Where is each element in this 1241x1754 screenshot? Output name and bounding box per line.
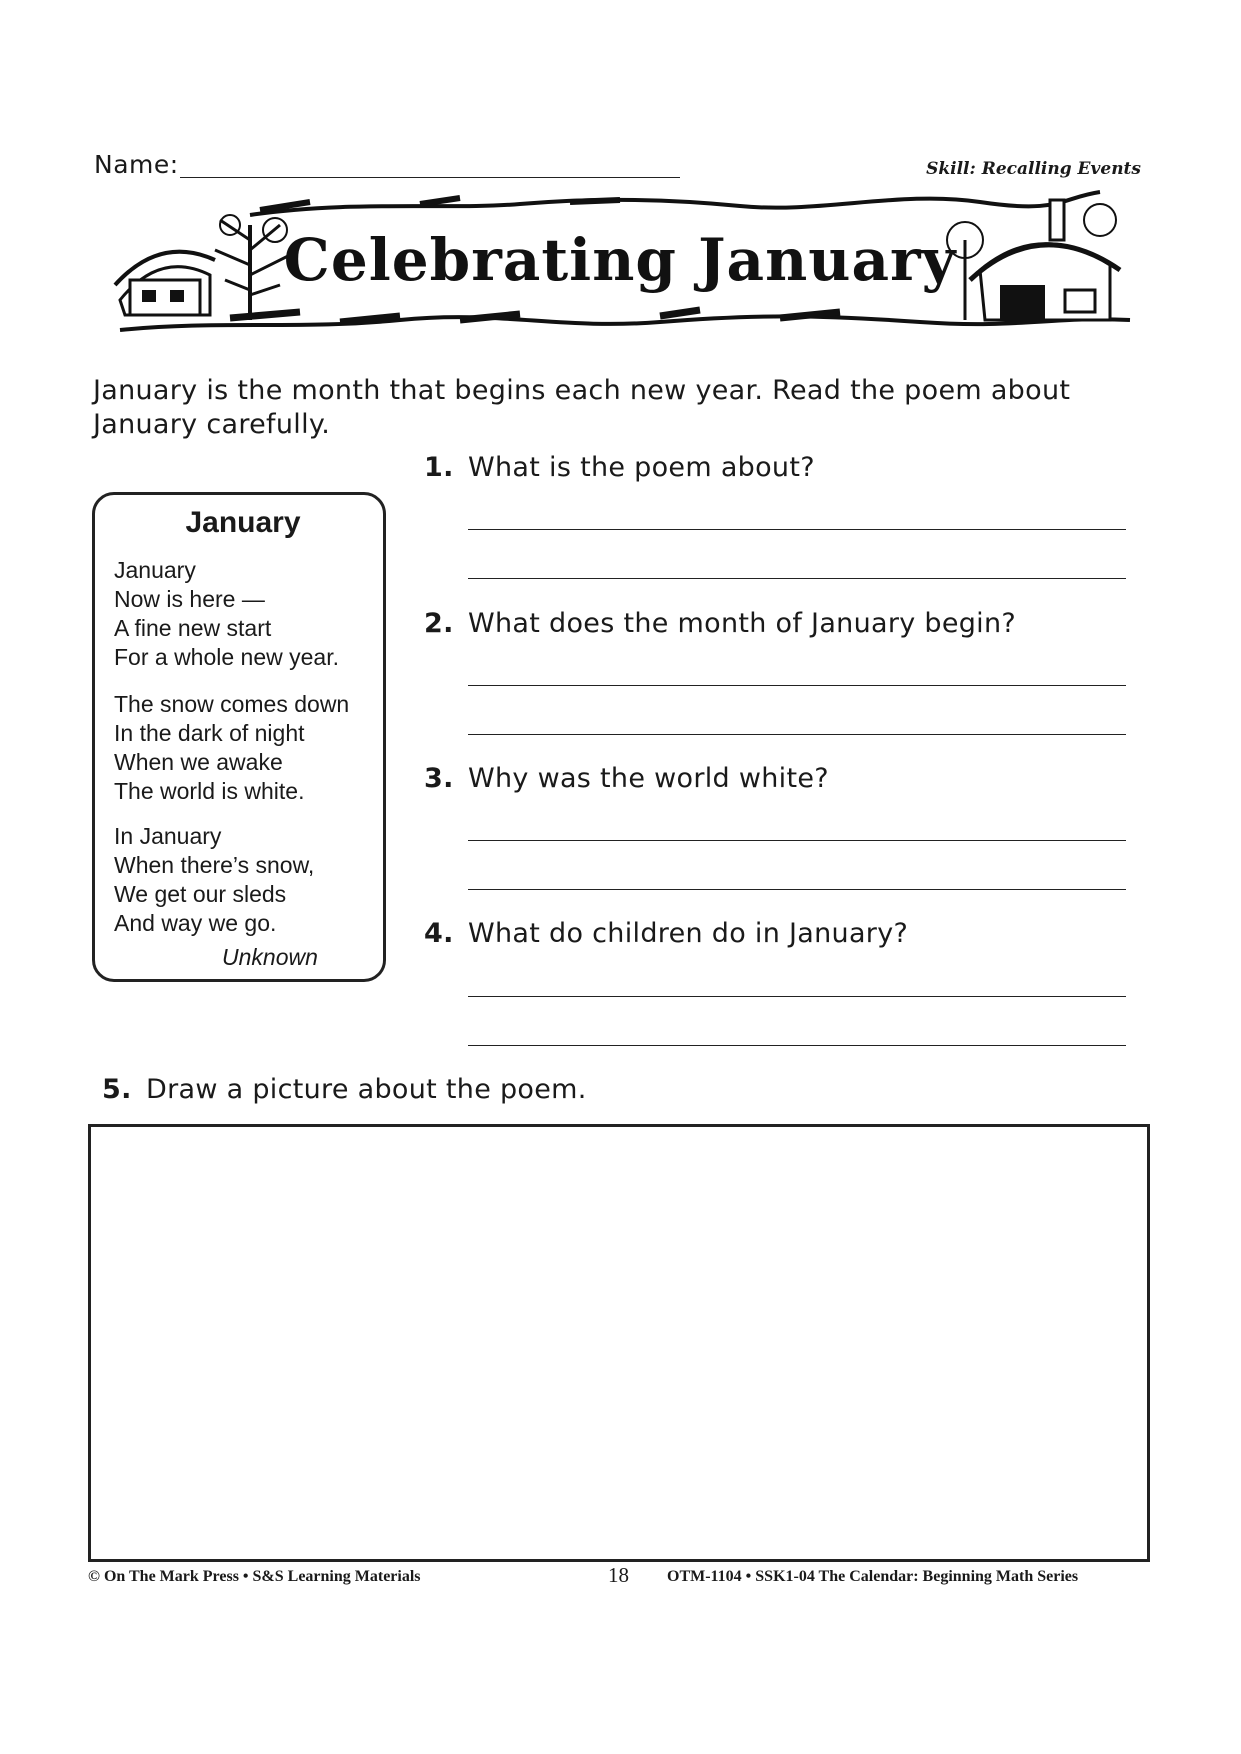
drawing-area[interactable]	[88, 1124, 1150, 1562]
question-text: What does the month of January begin?	[468, 608, 1017, 639]
poem-line: January	[114, 557, 196, 583]
poem-line: And way we go.	[114, 910, 277, 936]
question-text: Why was the world white?	[468, 763, 829, 794]
answer-line-4a[interactable]	[468, 996, 1126, 997]
question-number: 5.	[102, 1074, 132, 1105]
question-text: Draw a picture about the poem.	[146, 1074, 587, 1105]
answer-line-4b[interactable]	[468, 1045, 1126, 1046]
poem-line: When we awake	[114, 749, 283, 775]
poem-line: In January	[114, 823, 222, 849]
footer-publisher: © On The Mark Press • S&S Learning Materials	[88, 1568, 421, 1585]
poem-line: When there’s snow,	[114, 852, 315, 878]
question-4	[424, 918, 908, 949]
answer-line-2a[interactable]	[468, 685, 1126, 686]
skill-label: Skill: Recalling Events	[926, 159, 1141, 179]
question-1	[424, 452, 815, 483]
question-number: 3.	[424, 763, 454, 794]
answer-line-2b[interactable]	[468, 734, 1126, 735]
answer-line-3a[interactable]	[468, 840, 1126, 841]
question-3	[424, 763, 829, 794]
poem-line: The world is white.	[114, 778, 305, 804]
poem-line: Now is here —	[114, 586, 265, 612]
poem-stanza-2	[114, 690, 349, 806]
page-title: Celebrating January	[283, 226, 957, 294]
answer-line-1a[interactable]	[468, 529, 1126, 530]
name-field-line[interactable]	[180, 177, 680, 178]
question-number: 4.	[424, 918, 454, 949]
question-number: 2.	[424, 608, 454, 639]
poem-line: A fine new start	[114, 615, 272, 641]
question-text: What is the poem about?	[468, 452, 815, 483]
poem-stanza-3	[114, 822, 314, 938]
poem-line: In the dark of night	[114, 720, 305, 746]
poem-title: January	[185, 506, 301, 539]
question-text: What do children do in January?	[468, 918, 909, 949]
page-number: 18	[608, 1563, 629, 1587]
footer-series: OTM-1104 • SSK1-04 The Calendar: Beginning Math Series	[667, 1568, 1079, 1585]
poem-author: Unknown	[222, 944, 318, 970]
poem-line: The snow comes down	[114, 691, 350, 717]
intro-text: January is the month that begins each new year. Read the poem about January carefully.	[93, 375, 1071, 440]
poem-stanza-1	[114, 556, 339, 672]
answer-line-1b[interactable]	[468, 578, 1126, 579]
answer-line-3b[interactable]	[468, 889, 1126, 890]
poem-line: For a whole new year.	[114, 644, 340, 670]
question-2	[424, 608, 1016, 639]
question-number: 1.	[424, 452, 454, 483]
question-5	[102, 1074, 587, 1105]
poem-line: We get our sleds	[114, 881, 287, 907]
name-label: Name:	[94, 150, 179, 179]
